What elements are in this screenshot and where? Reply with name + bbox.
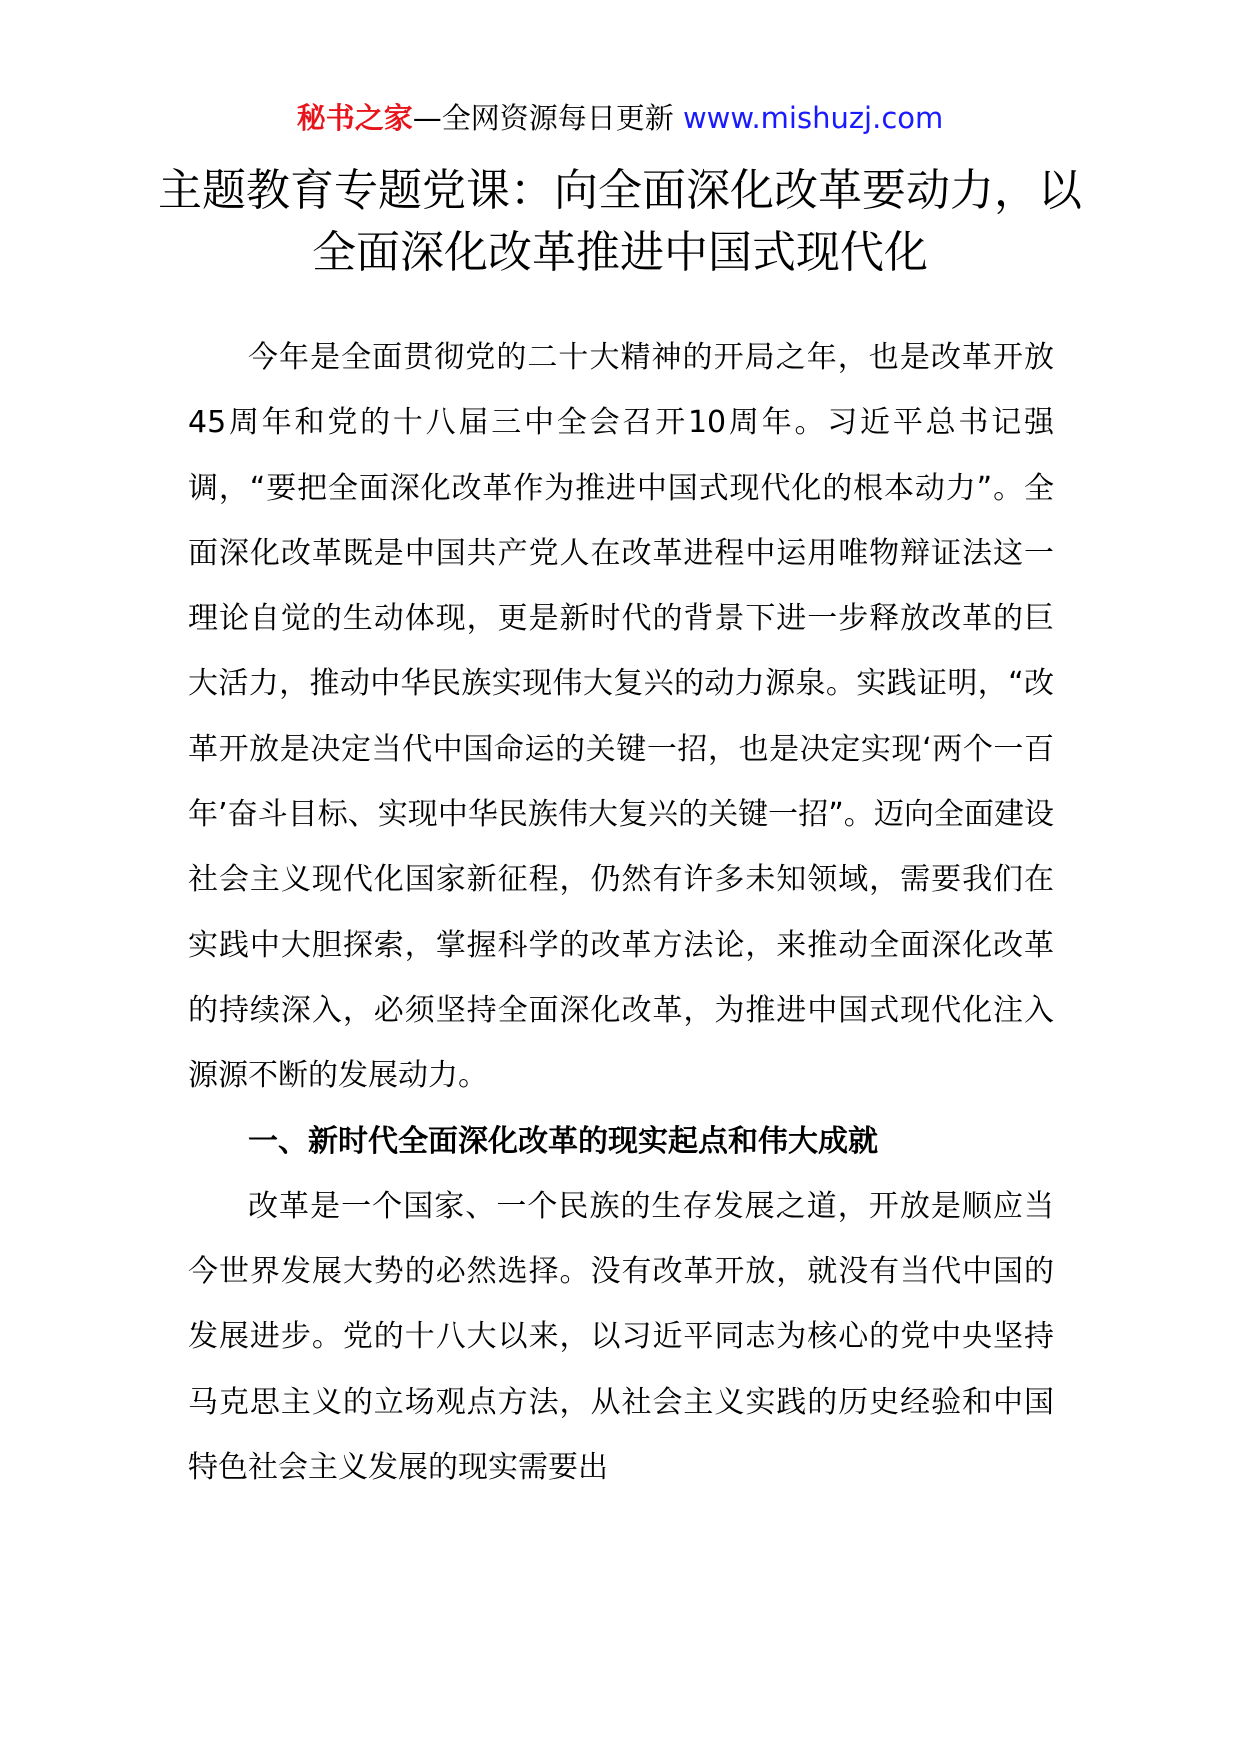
site-header	[0, 98, 1240, 138]
section-1-paragraph: 改革是一个国家、一个民族的生存发展之道，开放是顺应当今世界发展大势的必然选择。没有改革开放，就没有当代中国的发展进步。党的十八大以来，以习近平同志为核心的党中央坚持马克思主义的立场观点方法，从社会主义实践的历史经验和中国特色社会主义发展的现实需要出	[188, 1188, 1054, 1486]
site-url-link[interactable]: www.mishuzj.com	[682, 101, 944, 135]
header-tagline: —全网资源每日更新	[412, 101, 683, 135]
document-title: 主题教育专题党课：向全面深化改革要动力，以全面深化改革推进中国式现代化	[158, 165, 1082, 278]
section-heading-1: 一、新时代全面深化改革的现实起点和伟大成就	[248, 1123, 878, 1159]
intro-paragraph: 今年是全面贯彻党的二十大精神的开局之年，也是改革开放45周年和党的十八届三中全会召开10周年。习近平总书记强调，“要把全面深化改革作为推进中国式现代化的根本动力”。全面深化改革既是中国共产党人在改革进程中运用唯物辩证法这一理论自觉的生动体现，更是新时代的背景下进一步释放改革的巨大活力，推动中华民族实现伟大复兴的动力源泉。实践证明，“改革开放是决定当代中国命运的关键一招，也是决定实现‘两个一百年’奋斗目标、实现中华民族伟大复兴的关键一招”。迈向全面建设社会主义现代化国家新征程，仍然有许多未知领域，需要我们在实践中大胆探索，掌握科学的改革方法论，来推动全面深化改革的持续深入，必须坚持全面深化改革，为推进中国式现代化注入源源不断的发展动力。	[188, 340, 1054, 1094]
brand-name: 秘书之家	[296, 101, 413, 135]
document-body	[188, 325, 1054, 1500]
